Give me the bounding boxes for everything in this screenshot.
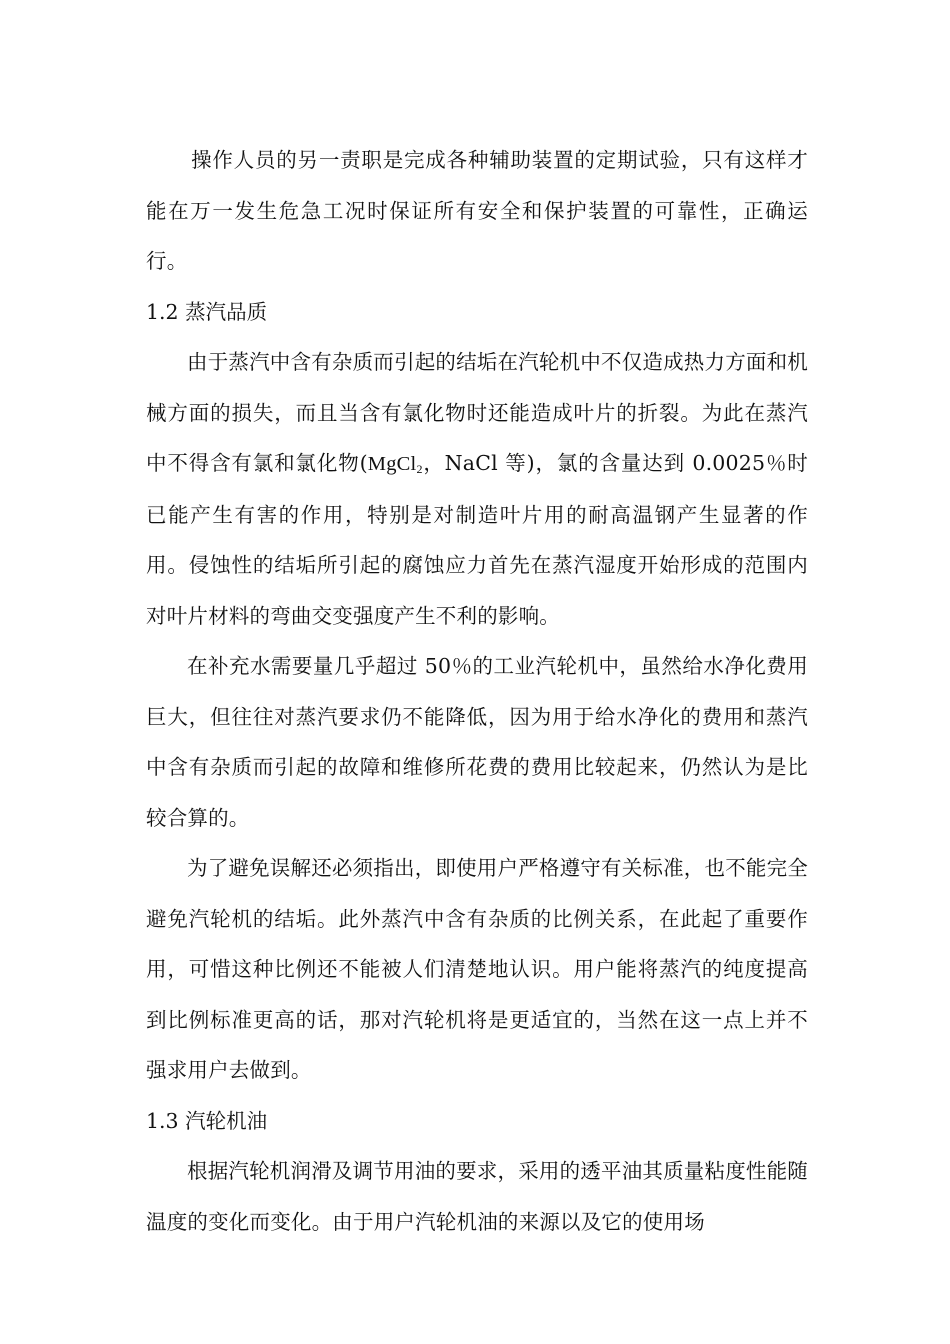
section-heading-turbine-oil: 1.3 汽轮机油 [146,1108,268,1133]
formula-base: MgCl [367,453,417,475]
section-heading-steam-quality: 1.2 蒸汽品质 [146,299,268,324]
paragraph-feedwater-cost: 在补充水需要量几乎超过 50％的工业汽轮机中，虽然给水净化费用巨大，但往往对蒸汽要求仍不能降低，因为用于给水净化的费用和蒸汽中含有杂质而引起的故障和维修所花费的费用比较起来，仍然认为是比较合算的。 [146,654,808,830]
paragraph-steam-impurities [146,337,808,641]
paragraph-turbine-oil: 根据汽轮机润滑及调节用油的要求，采用的透平油其质量粘度性能随温度的变化而变化。由于用户汽轮机油的来源以及它的使用场 [146,1159,808,1234]
paragraph-operator-duties: 操作人员的另一责职是完成各种辅助装置的定期试验，只有这样才能在万一发生危急工况时保证所有安全和保护装置的可靠性，正确运行。 [146,148,808,273]
chemical-formula-mgcl2 [368,453,423,475]
paragraph-steam-impurities-text-a: 由于蒸汽中含有杂质而引起的结垢在汽轮机中不仅造成热力方面和机械方面的损失，而且当含有氯化物时还能造成叶片的折裂。为此在蒸汽中不得含有氯和氯化物( [146,350,808,475]
formula-subscript: 2 [416,462,423,476]
paragraph-steam-impurities-text-b: ，NaCl 等)，氯的含量达到 0.0025％时已能产生有害的作用，特别是对制造叶片用的耐高温钢产生显著的作用。侵蚀性的结垢所引起的腐蚀应力首先在蒸汽湿度开始形成的范围内对叶片材料的弯曲交变强度产生不利的影响。 [146,451,808,628]
document-page [146,135,808,1247]
paragraph-scaling-note: 为了避免误解还必须指出，即使用户严格遵守有关标准，也不能完全避免汽轮机的结垢。此外蒸汽中含有杂质的比例关系，在此起了重要作用，可惜这种比例还不能被人们清楚地认识。用户能将蒸汽的纯度提高到比例标准更高的话，那对汽轮机将是更适宜的，当然在这一点上并不强求用户去做到。 [146,856,808,1082]
